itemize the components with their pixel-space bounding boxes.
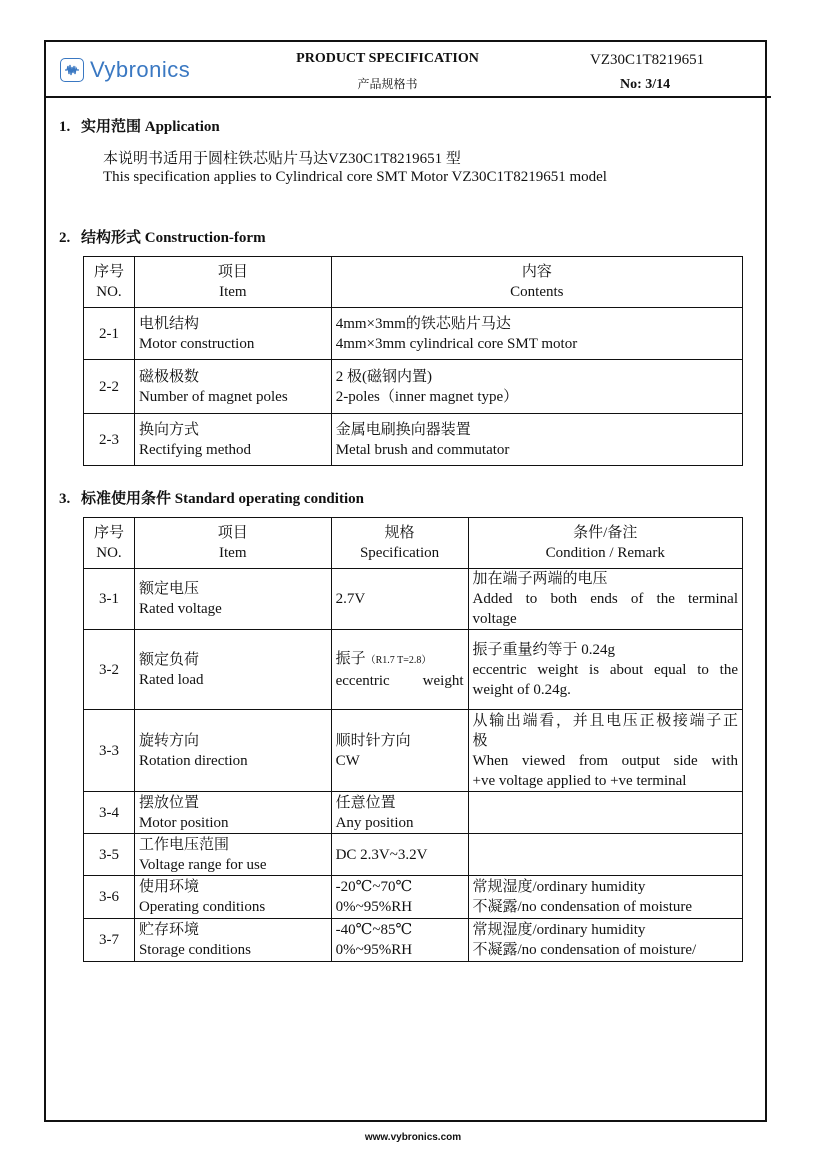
row-number: 3-3 bbox=[84, 710, 135, 792]
table-row bbox=[84, 308, 743, 360]
row-remark: 常规湿度/ordinary humidity 不凝露/no condensation of moisture bbox=[468, 876, 743, 919]
row-number: 3-2 bbox=[84, 630, 135, 710]
row-item: 磁极极数 Number of magnet poles bbox=[134, 360, 331, 414]
document-title: PRODUCT SPECIFICATION bbox=[296, 51, 479, 66]
table-row bbox=[84, 834, 743, 876]
row-item: 使用环境 Operating conditions bbox=[134, 876, 331, 919]
document-code: VZ30C1T8219651 bbox=[590, 52, 705, 68]
logo bbox=[60, 57, 190, 83]
row-content: 4mm×3mm的铁芯贴片马达 4mm×3mm cylindrical core SMT motor bbox=[331, 308, 742, 360]
header-cell: 条件/备注 Condition / Remark bbox=[468, 518, 743, 569]
row-spec: -40℃~85℃ 0%~95%RH bbox=[331, 919, 468, 962]
row-content: 金属电刷换向器装置 Metal brush and commutator bbox=[331, 414, 742, 466]
header-cell: 项目 Item bbox=[134, 257, 331, 308]
table-row bbox=[84, 360, 743, 414]
row-remark bbox=[468, 834, 743, 876]
header-cell: 规格 Specification bbox=[331, 518, 468, 569]
section3-heading bbox=[59, 487, 364, 508]
section-number: 1. bbox=[59, 119, 71, 135]
table-header-row bbox=[84, 518, 743, 569]
row-number: 3-5 bbox=[84, 834, 135, 876]
header-cell: 序号 NO. bbox=[84, 518, 135, 569]
row-content: 2 极(磁钢内置) 2-poles（inner magnet type） bbox=[331, 360, 742, 414]
section-number: 3. bbox=[59, 491, 71, 507]
row-item: 电机结构 Motor construction bbox=[134, 308, 331, 360]
operating-condition-table bbox=[83, 517, 743, 962]
section1-heading bbox=[59, 115, 220, 136]
row-number: 2-3 bbox=[84, 414, 135, 466]
section-title: 实用范围 Application bbox=[81, 119, 220, 135]
row-number: 3-6 bbox=[84, 876, 135, 919]
row-spec: 2.7V bbox=[331, 569, 468, 630]
section1-line-en: This specification applies to Cylindrical core SMT Motor VZ30C1T8219651 model bbox=[103, 169, 607, 185]
row-spec: -20℃~70℃ 0%~95%RH bbox=[331, 876, 468, 919]
row-item: 换向方式 Rectifying method bbox=[134, 414, 331, 466]
table-row bbox=[84, 414, 743, 466]
table-row bbox=[84, 919, 743, 962]
row-item: 额定负荷 Rated load bbox=[134, 630, 331, 710]
table-row bbox=[84, 792, 743, 834]
row-number: 3-1 bbox=[84, 569, 135, 630]
row-number: 3-4 bbox=[84, 792, 135, 834]
row-remark: 从输出端看，并且电压正极接端子正 极 When viewed from output side with +ve voltage applied to +ve terminal bbox=[468, 710, 743, 792]
row-item: 旋转方向 Rotation direction bbox=[134, 710, 331, 792]
row-number: 2-1 bbox=[84, 308, 135, 360]
logo-wave-icon bbox=[60, 58, 84, 82]
row-number: 3-7 bbox=[84, 919, 135, 962]
header-cell: 内容 Contents bbox=[331, 257, 742, 308]
row-item: 工作电压范围 Voltage range for use bbox=[134, 834, 331, 876]
row-spec: DC 2.3V~3.2V bbox=[331, 834, 468, 876]
header-cell: 项目 Item bbox=[134, 518, 331, 569]
logo-text: Vybronics bbox=[90, 57, 191, 82]
table-header-row bbox=[84, 257, 743, 308]
row-spec: 振子（R1.7 T=2.8） eccentric weight bbox=[331, 630, 468, 710]
page-number: No: 3/14 bbox=[620, 77, 671, 92]
header-divider bbox=[46, 96, 771, 98]
row-remark bbox=[468, 792, 743, 834]
table-row bbox=[84, 569, 743, 630]
section-number: 2. bbox=[59, 230, 71, 246]
section-title: 结构形式 Construction-form bbox=[81, 230, 266, 246]
row-item: 额定电压 Rated voltage bbox=[134, 569, 331, 630]
footer-url: www.vybronics.com bbox=[364, 1132, 462, 1143]
row-spec: 顺时针方向 CW bbox=[331, 710, 468, 792]
section-title: 标准使用条件 Standard operating condition bbox=[81, 491, 364, 507]
row-remark: 常规湿度/ordinary humidity 不凝露/no condensation of moisture/ bbox=[468, 919, 743, 962]
table-row bbox=[84, 710, 743, 792]
row-remark: 加在端子两端的电压 Added to both ends of the terminal voltage bbox=[468, 569, 743, 630]
row-number: 2-2 bbox=[84, 360, 135, 414]
table-row bbox=[84, 876, 743, 919]
header-cell: 序号 NO. bbox=[84, 257, 135, 308]
row-remark: 振子重量约等于 0.24g eccentric weight is about equal to the weight of 0.24g. bbox=[468, 630, 743, 710]
table-row bbox=[84, 630, 743, 710]
construction-table bbox=[83, 256, 743, 466]
row-item: 摆放位置 Motor position bbox=[134, 792, 331, 834]
document-title-cn: 产品规格书 bbox=[357, 77, 418, 91]
row-spec: 任意位置 Any position bbox=[331, 792, 468, 834]
row-item: 贮存环境 Storage conditions bbox=[134, 919, 331, 962]
section1-line-cn: 本说明书适用于圆柱铁芯贴片马达VZ30C1T8219651 型 bbox=[103, 151, 461, 167]
section2-heading bbox=[59, 226, 266, 247]
